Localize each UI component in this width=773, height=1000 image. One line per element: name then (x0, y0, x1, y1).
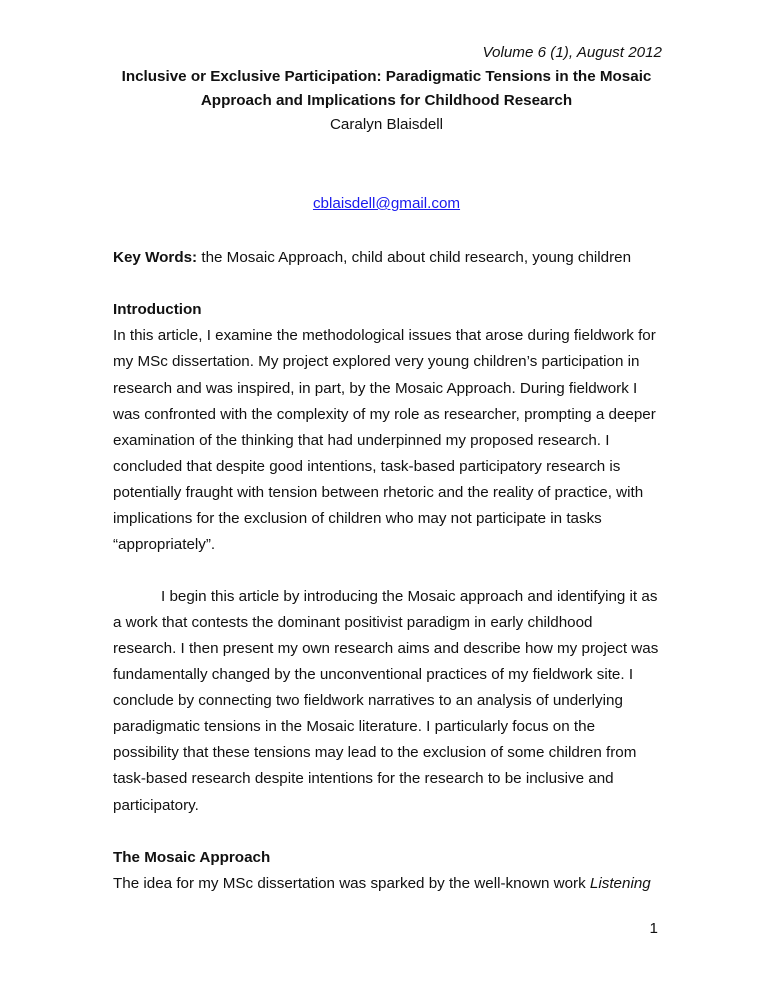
section-heading-introduction: Introduction (113, 301, 202, 318)
author-email-link[interactable]: cblaisdell@gmail.com (312, 195, 461, 212)
keywords-text: the Mosaic Approach, child about child research, young children (197, 249, 632, 266)
page-number: 1 (649, 920, 658, 937)
paragraph-text: The idea for my MSc dissertation was sparked by the well-known work (113, 875, 590, 892)
paragraph-line: participatory. (113, 797, 199, 814)
paragraph-line: conclude by connecting two fieldwork narratives to an analysis of underlying (113, 692, 623, 709)
paragraph-line: possibility that these tensions may lead to the exclusion of some children from (113, 744, 637, 761)
section-heading-mosaic-approach: The Mosaic Approach (113, 849, 271, 866)
paragraph-line (113, 875, 651, 892)
paragraph-line: I begin this article by introducing the Mosaic approach and identifying it as (161, 588, 658, 605)
paragraph-line: research and was inspired, in part, by the Mosaic Approach. During fieldwork I (113, 380, 638, 397)
paragraph-line: my MSc dissertation. My project explored very young children’s participation in (113, 353, 640, 370)
paragraph-line: was confronted with the complexity of my role as researcher, prompting a deeper (113, 406, 656, 423)
paragraph-line: task-based research despite intentions for the research to be inclusive and (113, 770, 614, 787)
paragraph-line: examination of the thinking that had underpinned my proposed research. I (113, 432, 610, 449)
article-title-line-1: Inclusive or Exclusive Participation: Paradigmatic Tensions in the Mosaic (121, 68, 652, 85)
paragraph-line: “appropriately”. (113, 536, 216, 553)
article-title-line-2: Approach and Implications for Childhood Research (200, 92, 573, 109)
cited-work-title: Listening (589, 875, 651, 892)
paragraph-line: research. I then present my own research aims and describe how my project was (113, 640, 659, 657)
author-name: Caralyn Blaisdell (329, 116, 444, 133)
paragraph-line: In this article, I examine the methodological issues that arose during fieldwork for (113, 327, 656, 344)
paragraph-line: implications for the exclusion of children who may not participate in tasks (113, 510, 602, 527)
paragraph-line: concluded that despite good intentions, task-based participatory research is (113, 458, 621, 475)
paragraph-line: a work that contests the dominant positivist paradigm in early childhood (113, 614, 593, 631)
keywords-label: Key Words: (113, 249, 198, 266)
keywords (113, 249, 631, 266)
paragraph-line: fundamentally changed by the unconventional practices of my fieldwork site. I (113, 666, 634, 683)
journal-volume-header: Volume 6 (1), August 2012 (482, 44, 662, 61)
paragraph-line: potentially fraught with tension between rhetoric and the reality of practice, with (113, 484, 644, 501)
author-email-container (0, 195, 773, 212)
paragraph-line: paradigmatic tensions in the Mosaic literature. I particularly focus on the (113, 718, 596, 735)
